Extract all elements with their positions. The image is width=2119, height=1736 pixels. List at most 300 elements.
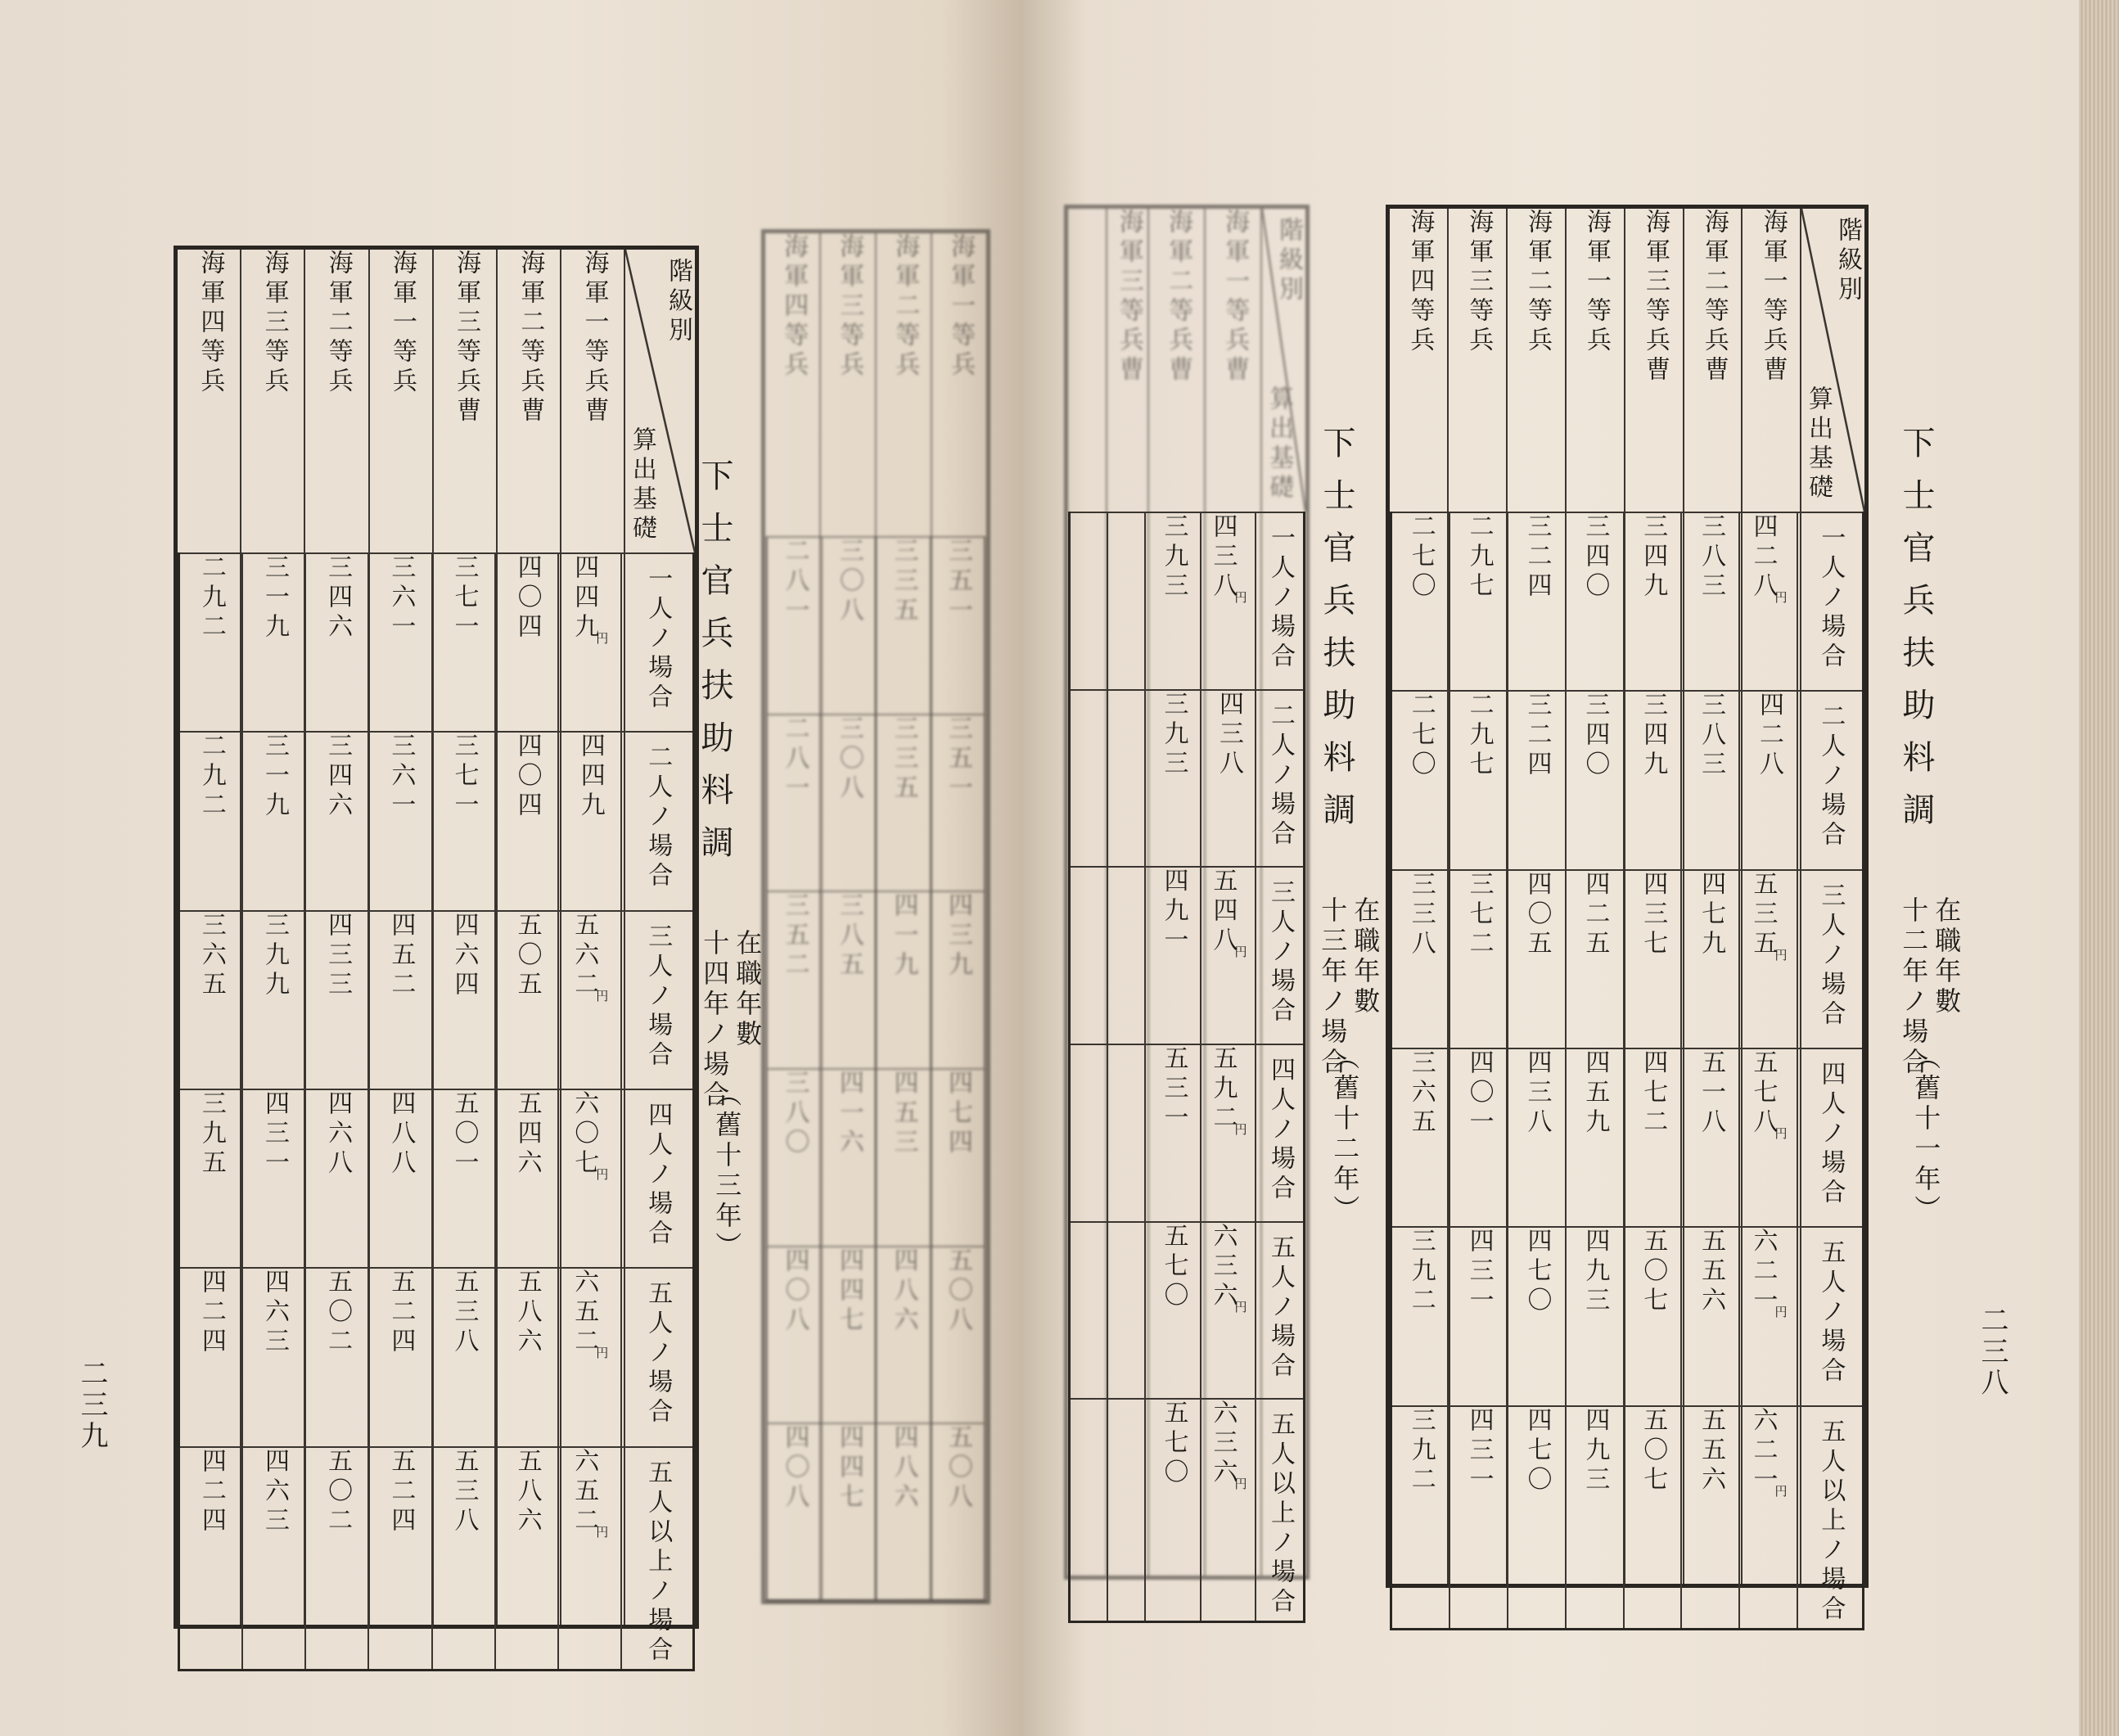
years-of-service-label: 在職年數 [1350, 896, 1382, 1017]
table-row [1391, 1227, 1864, 1405]
cell-value: 三三八 [1406, 870, 1436, 959]
table-row [179, 1447, 694, 1671]
table-cell [368, 553, 431, 732]
cell-value: 四五三 [889, 1069, 918, 1158]
rank-header: 海軍三等兵曹 [1107, 207, 1149, 1578]
yen-mark: 円 [1774, 1483, 1788, 1499]
cell-value: 三九三 [1159, 513, 1188, 602]
cell-value: 四九三 [1580, 1228, 1610, 1317]
table-cell [1201, 1222, 1256, 1400]
cell-value: 三六一 [386, 554, 416, 643]
page-number-left: 二三九 [75, 1359, 108, 1452]
corner-label-bottom: 算出基礎 [627, 426, 656, 544]
table-cell [1624, 1406, 1682, 1630]
table-cell [242, 1268, 305, 1446]
table-cell [1070, 1222, 1108, 1400]
cell-value: 四〇五 [1522, 870, 1552, 959]
table-cell [1566, 691, 1624, 869]
cell-value: 四二八 [1748, 513, 1778, 602]
table-cell [242, 732, 305, 910]
cell-value: 六二一 [1748, 1228, 1778, 1317]
rank-header: 海軍三等兵 [1448, 207, 1507, 1586]
table-body-12-years [1390, 512, 1864, 1625]
table-grid [1390, 512, 1864, 1630]
table-cell [179, 1268, 243, 1446]
table-row [1391, 512, 1864, 691]
cell-value: 四二八 [1755, 692, 1784, 781]
table-cell [1391, 512, 1449, 691]
row-header: 五人ノ場合 [1797, 1227, 1863, 1405]
table-cell [931, 1423, 985, 1601]
table-cell [1681, 512, 1739, 691]
cell-value: 五三五 [1748, 870, 1778, 959]
cell-value: 四二四 [196, 1269, 226, 1358]
cell-value: 四三八 [1522, 1048, 1552, 1138]
cell-value: 三八三 [1697, 513, 1726, 602]
table-row [179, 1089, 694, 1268]
table-cell [822, 891, 877, 1069]
table-cell [767, 1247, 822, 1424]
table-row [767, 891, 985, 1069]
cell-value: 三六五 [1406, 1048, 1436, 1138]
table-cell [1624, 870, 1682, 1048]
table-cell [179, 911, 243, 1089]
years-of-service-value: 十四年ノ場合 [699, 929, 731, 1111]
cell-value: 五〇二 [323, 1447, 353, 1536]
cell-value: 三二四 [1522, 513, 1552, 602]
table-cell [931, 891, 985, 1069]
table-cell [767, 537, 822, 715]
cell-value: 五〇七 [1639, 1406, 1668, 1495]
rank-header: 海軍二等兵曹 [1684, 207, 1743, 1586]
rank-header: 海軍三等兵 [241, 248, 304, 1627]
rank-header: 海軍三等兵 [820, 232, 876, 1603]
table-title-13-years: 下士官兵扶助料調 [1318, 426, 1355, 845]
yen-mark: 円 [596, 631, 609, 646]
cell-value: 三九五 [196, 1089, 226, 1179]
table-cell [179, 732, 243, 910]
cell-value: 三六一 [386, 733, 416, 822]
table-cell [432, 553, 495, 732]
cell-value: 三〇八 [835, 715, 864, 804]
cell-value: 三一九 [260, 554, 290, 643]
table-row [767, 715, 985, 892]
table-cell [822, 537, 877, 715]
table-cell [1508, 1227, 1566, 1405]
table-cell [1070, 867, 1108, 1044]
cell-value: 五一八 [1697, 1048, 1726, 1138]
cell-value: 四〇四 [512, 554, 542, 643]
table-cell [368, 1268, 431, 1446]
table-cell [305, 1447, 368, 1671]
cell-value: 五七〇 [1159, 1222, 1188, 1311]
table-body-13-years [1068, 512, 1305, 1618]
table-row [767, 1423, 985, 1601]
years-of-service-label: 在職年數 [1931, 896, 1963, 1017]
cell-value: 五三一 [1159, 1044, 1188, 1134]
cell-value: 五五六 [1697, 1228, 1726, 1317]
cell-value: 四四七 [835, 1424, 864, 1513]
cell-value: 三三五 [889, 538, 918, 626]
cell-value: 四七〇 [1522, 1406, 1552, 1495]
table-cell [495, 732, 558, 910]
table-row [1391, 1406, 1864, 1630]
yen-mark: 円 [596, 1346, 609, 1361]
table-cell [305, 1089, 368, 1268]
table-cell [822, 1069, 877, 1247]
yen-mark: 円 [1234, 1477, 1247, 1492]
table-cell [876, 1069, 931, 1247]
table-row [179, 732, 694, 910]
cell-value: 四一九 [889, 892, 918, 981]
cell-value: 五八六 [512, 1447, 542, 1536]
page-edges [2079, 0, 2119, 1736]
row-header: 三人ノ場合 [1797, 870, 1863, 1048]
table-cell [1107, 512, 1145, 690]
table-cell [1681, 1406, 1739, 1630]
cell-value: 四四七 [835, 1247, 864, 1336]
table-cell [1070, 512, 1108, 690]
table-cell [1681, 691, 1739, 869]
cell-value: 二七〇 [1406, 692, 1436, 781]
table-cell [1391, 1227, 1449, 1405]
table-cell [432, 911, 495, 1089]
table-cell [368, 911, 431, 1089]
cell-value: 五九二 [1208, 1044, 1238, 1134]
table-cell [1449, 1048, 1508, 1227]
table-cell [495, 1447, 558, 1671]
cell-value: 二九二 [196, 554, 226, 643]
table-cell [876, 1423, 931, 1601]
cell-value: 五五六 [1697, 1406, 1726, 1495]
table-cell [495, 553, 558, 732]
cell-value: 三三五 [889, 715, 918, 804]
cell-value: 五四八 [1208, 868, 1238, 957]
cell-value: 三五二 [780, 892, 809, 981]
table-cell [305, 553, 368, 732]
row-header: 五人ノ場合 [1256, 1222, 1304, 1400]
cell-value: 四二四 [196, 1447, 226, 1536]
table-cell [931, 537, 985, 715]
cell-value: 五三八 [449, 1269, 479, 1358]
row-header: 四人ノ場合 [1797, 1048, 1863, 1227]
rank-header: 海軍四等兵 [176, 248, 241, 1627]
table-cell [179, 553, 243, 732]
table-cell [1107, 690, 1145, 868]
table-grid [1068, 512, 1305, 1623]
table-cell [368, 1089, 431, 1268]
cell-value: 五二四 [386, 1269, 416, 1358]
cell-value: 四七二 [1639, 1048, 1668, 1138]
cell-value: 三九二 [1406, 1406, 1436, 1495]
cell-value: 四六八 [323, 1089, 353, 1179]
table-cell [1566, 512, 1624, 691]
row-header: 三人ノ場合 [621, 911, 693, 1089]
table-cell [1145, 1222, 1200, 1400]
cell-value: 三七二 [1464, 870, 1494, 959]
table-cell [558, 1447, 621, 1671]
table-cell [432, 1089, 495, 1268]
cell-value: 四七〇 [1522, 1228, 1552, 1317]
table-cell [1070, 1044, 1108, 1222]
cell-value: 三二四 [1522, 692, 1552, 781]
corner-label-bottom: 算出基礎 [1265, 386, 1294, 503]
cell-value: 四三七 [1639, 870, 1668, 959]
cell-value: 六五二 [570, 1447, 599, 1536]
table-cell [767, 1069, 822, 1247]
row-header: 五人以上ノ場合 [1797, 1406, 1863, 1630]
table-cell [368, 1447, 431, 1671]
rank-header: 海軍三等兵曹 [1625, 207, 1684, 1586]
cell-value: 四六三 [260, 1269, 290, 1358]
row-header: 四人ノ場合 [621, 1089, 693, 1268]
table-cell [1391, 1406, 1449, 1630]
table-cell [1107, 867, 1145, 1044]
table-cell [1681, 1048, 1739, 1227]
rank-header: 海軍四等兵 [1388, 207, 1449, 1586]
table-row [767, 537, 985, 715]
table-cell [1107, 1222, 1145, 1400]
cell-value: 三六五 [196, 911, 226, 1000]
yen-mark: 円 [1234, 590, 1247, 605]
table-cell [1739, 870, 1797, 1048]
table-cell [1566, 1406, 1624, 1630]
years-of-service-value: 十三年ノ場合 [1317, 896, 1349, 1078]
table-row [767, 1247, 985, 1424]
cell-value: 四〇四 [512, 733, 542, 822]
rank-header: 海軍二等兵 [876, 232, 931, 1603]
table-cell [876, 715, 931, 892]
cell-value: 四二五 [1580, 870, 1610, 959]
table-cell [1508, 870, 1566, 1048]
table-cell [1201, 1399, 1256, 1622]
cell-value: 四三三 [323, 911, 353, 1000]
cell-value: 四八六 [889, 1247, 918, 1336]
rank-header: 海軍一等兵曹 [1205, 207, 1261, 1578]
table-cell [242, 911, 305, 1089]
table-grid [178, 552, 695, 1671]
table-cell [1391, 1048, 1449, 1227]
corner-label-top: 階級別 [664, 258, 692, 346]
row-header: 四人ノ場合 [1256, 1044, 1304, 1222]
row-header: 五人ノ場合 [621, 1268, 693, 1446]
cell-value: 三五一 [944, 538, 973, 626]
table-cell [1739, 1406, 1797, 1630]
cell-value: 四六三 [260, 1447, 290, 1536]
cell-value: 四八六 [889, 1424, 918, 1513]
table-cell [1566, 1048, 1624, 1227]
table-cell [1739, 1227, 1797, 1405]
table-cell [1449, 512, 1508, 691]
cell-value: 四四九 [570, 554, 599, 643]
cell-value: 四〇八 [780, 1247, 809, 1336]
table-row [1391, 1048, 1864, 1227]
cell-value: 五〇一 [449, 1089, 479, 1179]
cell-value: 三八三 [1697, 692, 1726, 781]
table-cell [242, 553, 305, 732]
table-cell [558, 732, 621, 910]
table-cell [1145, 690, 1200, 868]
table-cell [1624, 512, 1682, 691]
table-cell [558, 553, 621, 732]
cell-value: 六三六 [1208, 1400, 1238, 1489]
cell-value: 五〇五 [512, 911, 542, 1000]
yen-mark: 円 [596, 1524, 609, 1540]
table-cell [1624, 691, 1682, 869]
table-cell [1566, 1227, 1624, 1405]
table-cell [179, 1089, 243, 1268]
cell-value: 三八〇 [780, 1069, 809, 1158]
table-cell [432, 1447, 495, 1671]
table-cell [1145, 867, 1200, 1044]
corner-label-top: 階級別 [1274, 217, 1303, 305]
table-cell [822, 715, 877, 892]
old-years-note: （舊十二年） [1329, 1044, 1361, 1225]
cell-value: 三四〇 [1580, 513, 1610, 602]
table-row [767, 1069, 985, 1247]
table-cell [179, 1447, 243, 1671]
cell-value: 六五二 [570, 1269, 599, 1358]
table-cell [1624, 1048, 1682, 1227]
table-cell [432, 1268, 495, 1446]
cell-value: 三四六 [323, 733, 353, 822]
table-cell [767, 715, 822, 892]
table-cell [1070, 1399, 1108, 1622]
cell-value: 四五九 [1580, 1048, 1610, 1138]
cell-value: 四七九 [1697, 870, 1726, 959]
table-title-12-years: 下士官兵扶助料調 [1897, 426, 1935, 845]
table-row [1070, 1399, 1305, 1622]
row-header: 一人ノ場合 [1256, 512, 1304, 690]
table-cell [1449, 1406, 1508, 1630]
cell-value: 四〇一 [1464, 1048, 1494, 1138]
rank-header: 海軍二等兵曹 [1148, 207, 1205, 1578]
cell-value: 三四九 [1639, 513, 1668, 602]
row-header: 五人以上ノ場合 [1256, 1399, 1304, 1622]
cell-value: 六〇七 [570, 1089, 599, 1179]
rank-header: 海軍二等兵 [1507, 207, 1566, 1586]
cell-value: 三四六 [323, 554, 353, 643]
table-cell [1201, 690, 1256, 868]
table-cell [1508, 1406, 1566, 1630]
cell-value: 四一六 [835, 1069, 864, 1158]
cell-value: 四三一 [260, 1089, 290, 1179]
cell-value: 三九二 [1406, 1228, 1436, 1317]
table-cell [1739, 691, 1797, 869]
table-cell [305, 911, 368, 1089]
cell-value: 五七八 [1748, 1048, 1778, 1138]
cell-value: 四〇八 [780, 1424, 809, 1513]
cell-value: 三一九 [260, 733, 290, 822]
cell-value: 三七一 [449, 554, 479, 643]
table-cell [1739, 1048, 1797, 1227]
cell-value: 四三一 [1464, 1228, 1494, 1317]
rank-header: 海軍二等兵曹 [497, 248, 561, 1627]
table-row [1391, 691, 1864, 869]
table-cell [1566, 870, 1624, 1048]
table-cell [1449, 1227, 1508, 1405]
table-cell [1201, 867, 1256, 1044]
table-cell [931, 715, 985, 892]
table-cell [305, 1268, 368, 1446]
yen-mark: 円 [1234, 1121, 1247, 1137]
table-row [1391, 870, 1864, 1048]
cell-value: 三九三 [1159, 690, 1188, 779]
cell-value: 二九七 [1464, 692, 1494, 781]
table-cell [1681, 870, 1739, 1048]
table-cell [876, 891, 931, 1069]
cell-value: 五八六 [512, 1269, 542, 1358]
yen-mark: 円 [1234, 945, 1247, 960]
table-row [1070, 690, 1305, 868]
row-header: 二人ノ場合 [1797, 691, 1863, 869]
rank-header: 海軍三等兵曹 [433, 248, 497, 1627]
cell-value: 四三八 [1208, 513, 1238, 602]
cell-value: 五七〇 [1159, 1400, 1188, 1489]
table-cell [1391, 870, 1449, 1048]
table-cell [822, 1423, 877, 1601]
row-header: 三人ノ場合 [1256, 867, 1304, 1044]
table-cell [876, 1247, 931, 1424]
cell-value: 二八一 [780, 715, 809, 804]
cell-value: 四四九 [575, 733, 605, 822]
table-cell [1508, 1048, 1566, 1227]
table-row [1070, 1222, 1305, 1400]
cell-value: 五〇八 [944, 1424, 973, 1513]
table-cell [1201, 1044, 1256, 1222]
cell-value: 五四六 [512, 1089, 542, 1179]
cell-value: 二七〇 [1406, 513, 1436, 602]
rank-header: 海軍二等兵 [304, 248, 368, 1627]
row-header: 一人ノ場合 [621, 553, 693, 732]
cell-value: 三〇八 [835, 538, 864, 626]
corner-label-top: 階級別 [1833, 217, 1862, 305]
table-cell [822, 1247, 877, 1424]
table-cell [1070, 690, 1108, 868]
table-cell [1449, 870, 1508, 1048]
table-cell [1145, 1044, 1200, 1222]
cell-value: 四九一 [1159, 868, 1188, 957]
page-number-right: 二三八 [1976, 1305, 2009, 1399]
cell-value: 六三六 [1208, 1222, 1238, 1311]
table-row [179, 1268, 694, 1446]
cell-value: 四六四 [449, 911, 479, 1000]
rank-header: 海軍一等兵 [1566, 207, 1625, 1586]
right-page [1023, 0, 2079, 1736]
row-header: 二人ノ場合 [1256, 690, 1304, 868]
table-cell [931, 1247, 985, 1424]
table-cell [495, 1268, 558, 1446]
table-cell [1391, 691, 1449, 869]
cell-value: 四三八 [1214, 690, 1243, 779]
cell-value: 五〇七 [1639, 1228, 1668, 1317]
cell-value: 四三九 [944, 892, 973, 981]
table-cell [1449, 691, 1508, 869]
yen-mark: 円 [596, 1166, 609, 1182]
cell-value: 四七四 [944, 1069, 973, 1158]
table-row [179, 911, 694, 1089]
cell-value: 五〇二 [323, 1269, 353, 1358]
table-cell [242, 1089, 305, 1268]
row-header: 五人以上ノ場合 [621, 1447, 693, 1671]
table-cell [558, 1268, 621, 1446]
table-cell [931, 1069, 985, 1247]
table-cell [432, 732, 495, 910]
yen-mark: 円 [1774, 947, 1788, 963]
table-cell [558, 911, 621, 1089]
table-cell [1624, 1227, 1682, 1405]
table-cell [1508, 512, 1566, 691]
